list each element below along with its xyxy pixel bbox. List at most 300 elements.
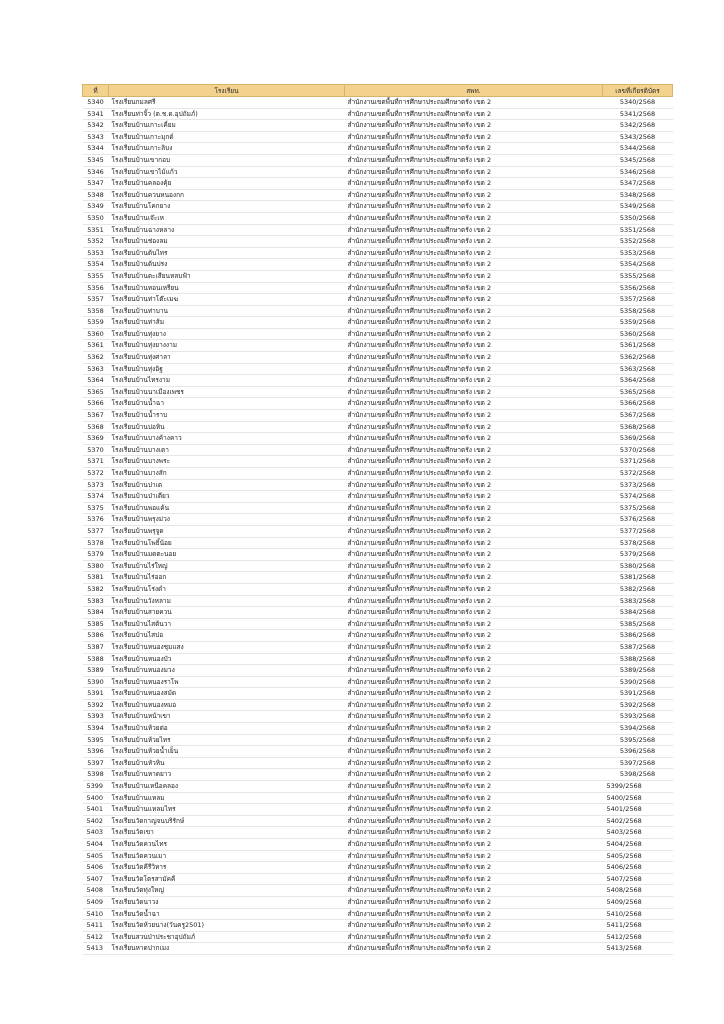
cell-code: 5378/2568	[603, 537, 673, 549]
table-row	[83, 908, 673, 920]
cell-no: 5365	[83, 386, 109, 398]
cell-no: 5349	[83, 201, 109, 213]
cell-code: 5369/2568	[603, 433, 673, 445]
table-row	[83, 723, 673, 735]
cell-code: 5382/2568	[603, 583, 673, 595]
cell-no: 5402	[83, 815, 109, 827]
cell-code: 5407/2568	[603, 873, 673, 885]
cell-office: สำนักงานเขตพื้นที่การศึกษาประถมศึกษาตรัง เขต 2	[345, 468, 603, 480]
cell-no: 5369	[83, 433, 109, 445]
table-header-row	[83, 85, 673, 97]
cell-code: 5360/2568	[603, 328, 673, 340]
cell-code: 5406/2568	[603, 862, 673, 874]
cell-school: โรงเรียนบ้านคลองคุ้ย	[109, 178, 345, 190]
cell-code: 5387/2568	[603, 641, 673, 653]
cell-code: 5391/2568	[603, 688, 673, 700]
cell-office: สำนักงานเขตพื้นที่การศึกษาประถมศึกษาตรัง เขต 2	[345, 653, 603, 665]
table-row	[83, 896, 673, 908]
cell-no: 5372	[83, 468, 109, 480]
cell-office: สำนักงานเขตพื้นที่การศึกษาประถมศึกษาตรัง เขต 2	[345, 108, 603, 120]
cell-code: 5361/2568	[603, 340, 673, 352]
cell-no: 5389	[83, 665, 109, 677]
cell-office: สำนักงานเขตพื้นที่การศึกษาประถมศึกษาตรัง เขต 2	[345, 375, 603, 387]
table-row	[83, 734, 673, 746]
cell-office: สำนักงานเขตพื้นที่การศึกษาประถมศึกษาตรัง เขต 2	[345, 769, 603, 781]
cell-code: 5403/2568	[603, 827, 673, 839]
cell-school: โรงเรียนบ้านทุ่งยาง	[109, 328, 345, 340]
cell-school: โรงเรียนบ้านหนองราโพ	[109, 676, 345, 688]
cell-code: 5358/2568	[603, 305, 673, 317]
cell-school: โรงเรียนบ้านน้ำราบ	[109, 410, 345, 422]
cell-no: 5363	[83, 363, 109, 375]
cell-no: 5410	[83, 908, 109, 920]
header-no: ที่	[83, 85, 109, 97]
cell-no: 5377	[83, 525, 109, 537]
table-row	[83, 595, 673, 607]
cell-office: สำนักงานเขตพื้นที่การศึกษาประถมศึกษาตรัง เขต 2	[345, 873, 603, 885]
cell-code: 5350/2568	[603, 212, 673, 224]
cell-no: 5342	[83, 120, 109, 132]
cell-code: 5345/2568	[603, 154, 673, 166]
cell-office: สำนักงานเขตพื้นที่การศึกษาประถมศึกษาตรัง เขต 2	[345, 815, 603, 827]
cell-code: 5402/2568	[603, 815, 673, 827]
cell-no: 5375	[83, 502, 109, 514]
cell-office: สำนักงานเขตพื้นที่การศึกษาประถมศึกษาตรัง เขต 2	[345, 711, 603, 723]
cell-code: 5367/2568	[603, 410, 673, 422]
cell-office: สำนักงานเขตพื้นที่การศึกษาประถมศึกษาตรัง เขต 2	[345, 943, 603, 955]
cell-no: 5386	[83, 630, 109, 642]
cell-office: สำนักงานเขตพื้นที่การศึกษาประถมศึกษาตรัง เขต 2	[345, 120, 603, 132]
cell-no: 5391	[83, 688, 109, 700]
table-row	[83, 97, 673, 109]
cell-office: สำนักงานเขตพื้นที่การศึกษาประถมศึกษาตรัง เขต 2	[345, 896, 603, 908]
cell-school: โรงเรียนบ้านหนองชุมแสง	[109, 641, 345, 653]
cell-school: โรงเรียนวัดควนเมา	[109, 850, 345, 862]
cell-code: 5408/2568	[603, 885, 673, 897]
table-row	[83, 224, 673, 236]
cell-office: สำนักงานเขตพื้นที่การศึกษาประถมศึกษาตรัง เขต 2	[345, 352, 603, 364]
cell-no: 5406	[83, 862, 109, 874]
table-row	[83, 166, 673, 178]
cell-no: 5383	[83, 595, 109, 607]
table-row	[83, 885, 673, 897]
table-row	[83, 386, 673, 398]
table-row	[83, 328, 673, 340]
cell-school: โรงเรียนบ้านทุ่งศาลา	[109, 352, 345, 364]
cell-no: 5359	[83, 317, 109, 329]
cell-school: โรงเรียนบ้านช่องลม	[109, 236, 345, 248]
cell-code: 5357/2568	[603, 294, 673, 306]
table-row	[83, 607, 673, 619]
cell-code: 5393/2568	[603, 711, 673, 723]
cell-no: 5350	[83, 212, 109, 224]
cell-office: สำนักงานเขตพื้นที่การศึกษาประถมศึกษาตรัง เขต 2	[345, 154, 603, 166]
cell-school: โรงเรียนบ้านไร่ออก	[109, 572, 345, 584]
cell-no: 5399	[83, 781, 109, 793]
cell-office: สำนักงานเขตพื้นที่การศึกษาประถมศึกษาตรัง เขต 2	[345, 572, 603, 584]
cell-code: 5390/2568	[603, 676, 673, 688]
cell-no: 5382	[83, 583, 109, 595]
cell-school: โรงเรียนวัดห้วยนาง(วันครู2501)	[109, 920, 345, 932]
cell-office: สำนักงานเขตพื้นที่การศึกษาประถมศึกษาตรัง เขต 2	[345, 236, 603, 248]
cell-office: สำนักงานเขตพื้นที่การศึกษาประถมศึกษาตรัง เขต 2	[345, 723, 603, 735]
cell-school: โรงเรียนวัดควนไทร	[109, 839, 345, 851]
cell-school: โรงเรียนบ้านโพธิ์น้อย	[109, 537, 345, 549]
cell-no: 5360	[83, 328, 109, 340]
cell-no: 5347	[83, 178, 109, 190]
cell-office: สำนักงานเขตพื้นที่การศึกษาประถมศึกษาตรัง เขต 2	[345, 920, 603, 932]
cell-school: โรงเรียนบ้านทอนเหรียน	[109, 282, 345, 294]
cell-school: โรงเรียนบ้านหนองหมอ	[109, 699, 345, 711]
cell-school: โรงเรียนบ้านไสปอ	[109, 630, 345, 642]
cell-code: 5372/2568	[603, 468, 673, 480]
table-row	[83, 699, 673, 711]
cell-code: 5401/2568	[603, 804, 673, 816]
cell-office: สำนักงานเขตพื้นที่การศึกษาประถมศึกษาตรัง เขต 2	[345, 850, 603, 862]
table-row	[83, 340, 673, 352]
school-certificate-table	[82, 84, 673, 955]
cell-no: 5368	[83, 421, 109, 433]
header-school: โรงเรียน	[109, 85, 345, 97]
table-row	[83, 804, 673, 816]
cell-no: 5346	[83, 166, 109, 178]
cell-code: 5351/2568	[603, 224, 673, 236]
cell-code: 5371/2568	[603, 456, 673, 468]
cell-office: สำนักงานเขตพื้นที่การศึกษาประถมศึกษาตรัง เขต 2	[345, 143, 603, 155]
cell-school: โรงเรียนบ้านห้วยไทร	[109, 734, 345, 746]
cell-code: 5377/2568	[603, 525, 673, 537]
cell-no: 5384	[83, 607, 109, 619]
header-certificate-code: เลขที่เกียรติบัตร	[603, 85, 673, 97]
cell-no: 5380	[83, 560, 109, 572]
cell-office: สำนักงานเขตพื้นที่การศึกษาประถมศึกษาตรัง เขต 2	[345, 386, 603, 398]
table-row	[83, 282, 673, 294]
cell-school: โรงเรียนบ้านเขาไม้แก้ว	[109, 166, 345, 178]
cell-no: 5385	[83, 618, 109, 630]
cell-no: 5348	[83, 189, 109, 201]
cell-no: 5373	[83, 479, 109, 491]
table-row	[83, 943, 673, 955]
cell-school: โรงเรียนบ้านบ่อหิน	[109, 421, 345, 433]
cell-code: 5375/2568	[603, 502, 673, 514]
cell-office: สำนักงานเขตพื้นที่การศึกษาประถมศึกษาตรัง เขต 2	[345, 410, 603, 422]
cell-code: 5346/2568	[603, 166, 673, 178]
cell-code: 5352/2568	[603, 236, 673, 248]
table-row	[83, 746, 673, 758]
cell-office: สำนักงานเขตพื้นที่การศึกษาประถมศึกษาตรัง เขต 2	[345, 514, 603, 526]
cell-office: สำนักงานเขตพื้นที่การศึกษาประถมศึกษาตรัง เขต 2	[345, 792, 603, 804]
cell-school: โรงเรียนบ้านทุ่งอิฐ	[109, 363, 345, 375]
table-row	[83, 444, 673, 456]
cell-school: โรงเรียนบ้านเหนือคลอง	[109, 781, 345, 793]
cell-school: โรงเรียนบ้านไทรงาม	[109, 375, 345, 387]
cell-school: โรงเรียนบ้านโคกยาง	[109, 201, 345, 213]
cell-school: โรงเรียนบ้านไร่ใหญ่	[109, 560, 345, 572]
cell-office: สำนักงานเขตพื้นที่การศึกษาประถมศึกษาตรัง เขต 2	[345, 189, 603, 201]
table-row	[83, 259, 673, 271]
cell-office: สำนักงานเขตพื้นที่การศึกษาประถมศึกษาตรัง เขต 2	[345, 201, 603, 213]
table-row	[83, 305, 673, 317]
cell-office: สำนักงานเขตพื้นที่การศึกษาประถมศึกษาตรัง เขต 2	[345, 444, 603, 456]
cell-office: สำนักงานเขตพื้นที่การศึกษาประถมศึกษาตรัง เขต 2	[345, 537, 603, 549]
cell-office: สำนักงานเขตพื้นที่การศึกษาประถมศึกษาตรัง เขต 2	[345, 247, 603, 259]
cell-office: สำนักงานเขตพื้นที่การศึกษาประถมศึกษาตรัง เขต 2	[345, 607, 603, 619]
cell-no: 5403	[83, 827, 109, 839]
table-row	[83, 862, 673, 874]
cell-no: 5404	[83, 839, 109, 851]
table-row	[83, 468, 673, 480]
table-row	[83, 873, 673, 885]
cell-code: 5409/2568	[603, 896, 673, 908]
cell-office: สำนักงานเขตพื้นที่การศึกษาประถมศึกษาตรัง เขต 2	[345, 885, 603, 897]
cell-code: 5362/2568	[603, 352, 673, 364]
cell-office: สำนักงานเขตพื้นที่การศึกษาประถมศึกษาตรัง เขต 2	[345, 804, 603, 816]
table-row	[83, 792, 673, 804]
cell-code: 5413/2568	[603, 943, 673, 955]
cell-code: 5398/2568	[603, 769, 673, 781]
cell-code: 5404/2568	[603, 839, 673, 851]
cell-no: 5364	[83, 375, 109, 387]
cell-no: 5412	[83, 931, 109, 943]
cell-code: 5370/2568	[603, 444, 673, 456]
cell-code: 5400/2568	[603, 792, 673, 804]
table-row	[83, 189, 673, 201]
cell-school: โรงเรียนบ้านเจ๊ะเห	[109, 212, 345, 224]
certificate-list-document	[82, 84, 672, 955]
table-row	[83, 630, 673, 642]
cell-no: 5396	[83, 746, 109, 758]
cell-school: โรงเรียนกมลศรี	[109, 97, 345, 109]
cell-code: 5356/2568	[603, 282, 673, 294]
table-row	[83, 572, 673, 584]
cell-no: 5400	[83, 792, 109, 804]
cell-office: สำนักงานเขตพื้นที่การศึกษาประถมศึกษาตรัง เขต 2	[345, 421, 603, 433]
cell-code: 5410/2568	[603, 908, 673, 920]
table-row	[83, 294, 673, 306]
cell-office: สำนักงานเขตพื้นที่การศึกษาประถมศึกษาตรัง เขต 2	[345, 491, 603, 503]
cell-school: โรงเรียนบ้านพรุงม่วง	[109, 514, 345, 526]
table-row	[83, 247, 673, 259]
cell-code: 5376/2568	[603, 514, 673, 526]
cell-no: 5397	[83, 757, 109, 769]
cell-code: 5347/2568	[603, 178, 673, 190]
cell-code: 5394/2568	[603, 723, 673, 735]
cell-school: โรงเรียนบ้านท่าส้ม	[109, 317, 345, 329]
cell-office: สำนักงานเขตพื้นที่การศึกษาประถมศึกษาตรัง เขต 2	[345, 305, 603, 317]
cell-office: สำนักงานเขตพื้นที่การศึกษาประถมศึกษาตรัง เขต 2	[345, 479, 603, 491]
cell-school: โรงเรียนบ้านต้นปรง	[109, 259, 345, 271]
cell-no: 5340	[83, 97, 109, 109]
cell-code: 5396/2568	[603, 746, 673, 758]
cell-no: 5398	[83, 769, 109, 781]
cell-code: 5342/2568	[603, 120, 673, 132]
cell-no: 5408	[83, 885, 109, 897]
table-row	[83, 236, 673, 248]
cell-school: โรงเรียนบ้านบางสัก	[109, 468, 345, 480]
cell-school: โรงเรียนบ้านหนองบัว	[109, 653, 345, 665]
cell-office: สำนักงานเขตพื้นที่การศึกษาประถมศึกษาตรัง เขต 2	[345, 294, 603, 306]
table-row	[83, 931, 673, 943]
cell-school: โรงเรียนวัดทุ่งใหญ่	[109, 885, 345, 897]
cell-no: 5352	[83, 236, 109, 248]
cell-no: 5405	[83, 850, 109, 862]
cell-school: โรงเรียนบ้านมดตะนอย	[109, 549, 345, 561]
cell-school: โรงเรียนบ้านบางเตา	[109, 444, 345, 456]
cell-code: 5363/2568	[603, 363, 673, 375]
cell-school: โรงเรียนวัดคีรีวิหาร	[109, 862, 345, 874]
table-row	[83, 491, 673, 503]
cell-code: 5349/2568	[603, 201, 673, 213]
cell-school: โรงเรียนบ้านนาเมืองเพชร	[109, 386, 345, 398]
cell-office: สำนักงานเขตพื้นที่การศึกษาประถมศึกษาตรัง เขต 2	[345, 699, 603, 711]
table-row	[83, 502, 673, 514]
cell-office: สำนักงานเขตพื้นที่การศึกษาประถมศึกษาตรัง เขต 2	[345, 328, 603, 340]
cell-office: สำนักงานเขตพื้นที่การศึกษาประถมศึกษาตรัง เขต 2	[345, 97, 603, 109]
cell-school: โรงเรียนบ้านแหลม	[109, 792, 345, 804]
cell-office: สำนักงานเขตพื้นที่การศึกษาประถมศึกษาตรัง เขต 2	[345, 178, 603, 190]
table-row	[83, 212, 673, 224]
table-row	[83, 560, 673, 572]
cell-office: สำนักงานเขตพื้นที่การศึกษาประถมศึกษาตรัง เขต 2	[345, 676, 603, 688]
cell-code: 5380/2568	[603, 560, 673, 572]
cell-school: โรงเรียนบ้านบางค้างคาว	[109, 433, 345, 445]
cell-code: 5359/2568	[603, 317, 673, 329]
table-row	[83, 525, 673, 537]
cell-school: โรงเรียนวัดโตรสามัคคี	[109, 873, 345, 885]
cell-no: 5376	[83, 514, 109, 526]
table-row	[83, 143, 673, 155]
cell-no: 5387	[83, 641, 109, 653]
cell-office: สำนักงานเขตพื้นที่การศึกษาประถมศึกษาตรัง เขต 2	[345, 131, 603, 143]
cell-office: สำนักงานเขตพื้นที่การศึกษาประถมศึกษาตรัง เขต 2	[345, 734, 603, 746]
table-row	[83, 549, 673, 561]
cell-code: 5354/2568	[603, 259, 673, 271]
cell-school: โรงเรียนบ้านควนหนองกก	[109, 189, 345, 201]
cell-school: โรงเรียนสวนป่าประชาอุปถัมภ์	[109, 931, 345, 943]
cell-office: สำนักงานเขตพื้นที่การศึกษาประถมศึกษาตรัง เขต 2	[345, 781, 603, 793]
cell-office: สำนักงานเขตพื้นที่การศึกษาประถมศึกษาตรัง เขต 2	[345, 340, 603, 352]
cell-no: 5392	[83, 699, 109, 711]
cell-no: 5356	[83, 282, 109, 294]
cell-school: โรงเรียนวัดกาญจนบริรักษ์	[109, 815, 345, 827]
cell-no: 5390	[83, 676, 109, 688]
table-row	[83, 120, 673, 132]
table-row	[83, 201, 673, 213]
cell-no: 5413	[83, 943, 109, 955]
cell-code: 5348/2568	[603, 189, 673, 201]
cell-office: สำนักงานเขตพื้นที่การศึกษาประถมศึกษาตรัง เขต 2	[345, 630, 603, 642]
cell-office: สำนักงานเขตพื้นที่การศึกษาประถมศึกษาตรัง เขต 2	[345, 839, 603, 851]
cell-school: โรงเรียนบ้านหน้าเขา	[109, 711, 345, 723]
cell-code: 5411/2568	[603, 920, 673, 932]
table-row	[83, 665, 673, 677]
cell-school: โรงเรียนบ้านเกาะมุกด์	[109, 131, 345, 143]
cell-no: 5395	[83, 734, 109, 746]
cell-office: สำนักงานเขตพื้นที่การศึกษาประถมศึกษาตรัง เขต 2	[345, 166, 603, 178]
header-office: สพท.	[345, 85, 603, 97]
cell-office: สำนักงานเขตพื้นที่การศึกษาประถมศึกษาตรัง เขต 2	[345, 757, 603, 769]
table-row	[83, 537, 673, 549]
table-row	[83, 769, 673, 781]
cell-code: 5373/2568	[603, 479, 673, 491]
cell-office: สำนักงานเขตพื้นที่การศึกษาประถมศึกษาตรัง เขต 2	[345, 641, 603, 653]
table-row	[83, 317, 673, 329]
cell-school: โรงเรียนบ้านเขากอบ	[109, 154, 345, 166]
cell-office: สำนักงานเขตพื้นที่การศึกษาประถมศึกษาตรัง เขต 2	[345, 618, 603, 630]
cell-code: 5405/2568	[603, 850, 673, 862]
table-row	[83, 398, 673, 410]
cell-office: สำนักงานเขตพื้นที่การศึกษาประถมศึกษาตรัง เขต 2	[345, 363, 603, 375]
cell-code: 5385/2568	[603, 618, 673, 630]
cell-office: สำนักงานเขตพื้นที่การศึกษาประถมศึกษาตรัง เขต 2	[345, 270, 603, 282]
table-row	[83, 781, 673, 793]
table-row	[83, 514, 673, 526]
table-row	[83, 641, 673, 653]
cell-code: 5368/2568	[603, 421, 673, 433]
cell-school: โรงเรียนบ้านหาดยาว	[109, 769, 345, 781]
cell-office: สำนักงานเขตพื้นที่การศึกษาประถมศึกษาตรัง เขต 2	[345, 746, 603, 758]
cell-school: โรงเรียนวัดน้ำฉา	[109, 908, 345, 920]
table-body	[83, 97, 673, 955]
cell-code: 5412/2568	[603, 931, 673, 943]
cell-school: โรงเรียนบ้านพรุจูด	[109, 525, 345, 537]
table-row	[83, 653, 673, 665]
cell-code: 5353/2568	[603, 247, 673, 259]
cell-code: 5389/2568	[603, 665, 673, 677]
cell-office: สำนักงานเขตพื้นที่การศึกษาประถมศึกษาตรัง เขต 2	[345, 560, 603, 572]
cell-no: 5394	[83, 723, 109, 735]
cell-school: โรงเรียนบ้านแหลมไทร	[109, 804, 345, 816]
cell-no: 5411	[83, 920, 109, 932]
cell-no: 5351	[83, 224, 109, 236]
cell-no: 5344	[83, 143, 109, 155]
cell-school: โรงเรียนบ้านตะเสียนหลบฟ้า	[109, 270, 345, 282]
cell-no: 5409	[83, 896, 109, 908]
cell-code: 5366/2568	[603, 398, 673, 410]
table-row	[83, 154, 673, 166]
cell-school: โรงเรียนบ้านพอแค้น	[109, 502, 345, 514]
cell-office: สำนักงานเขตพื้นที่การศึกษาประถมศึกษาตรัง เขต 2	[345, 862, 603, 874]
cell-office: สำนักงานเขตพื้นที่การศึกษาประถมศึกษาตรัง เขต 2	[345, 595, 603, 607]
cell-office: สำนักงานเขตพื้นที่การศึกษาประถมศึกษาตรัง เขต 2	[345, 282, 603, 294]
cell-office: สำนักงานเขตพื้นที่การศึกษาประถมศึกษาตรัง เขต 2	[345, 688, 603, 700]
table-row	[83, 839, 673, 851]
cell-no: 5355	[83, 270, 109, 282]
cell-no: 5357	[83, 294, 109, 306]
cell-school: โรงเรียนบ้านห้วยต่อ	[109, 723, 345, 735]
cell-school: โรงเรียนบ้านท่าบาน	[109, 305, 345, 317]
cell-no: 5353	[83, 247, 109, 259]
table-row	[83, 270, 673, 282]
cell-office: สำนักงานเขตพื้นที่การศึกษาประถมศึกษาตรัง เขต 2	[345, 212, 603, 224]
cell-school: โรงเรียนบ้านบางพระ	[109, 456, 345, 468]
table-row	[83, 433, 673, 445]
cell-school: โรงเรียนบ้านเกาะลิบง	[109, 143, 345, 155]
table-row	[83, 583, 673, 595]
table-row	[83, 850, 673, 862]
cell-code: 5388/2568	[603, 653, 673, 665]
cell-school: โรงเรียนบ้านปาเต	[109, 479, 345, 491]
cell-no: 5354	[83, 259, 109, 271]
cell-school: โรงเรียนบ้านเกาะเคี่ยม	[109, 120, 345, 132]
cell-no: 5370	[83, 444, 109, 456]
cell-school: โรงเรียนหาดปากเมง	[109, 943, 345, 955]
cell-office: สำนักงานเขตพื้นที่การศึกษาประถมศึกษาตรัง เขต 2	[345, 665, 603, 677]
cell-office: สำนักงานเขตพื้นที่การศึกษาประถมศึกษาตรัง เขต 2	[345, 549, 603, 561]
table-row	[83, 108, 673, 120]
cell-no: 5367	[83, 410, 109, 422]
table-row	[83, 131, 673, 143]
